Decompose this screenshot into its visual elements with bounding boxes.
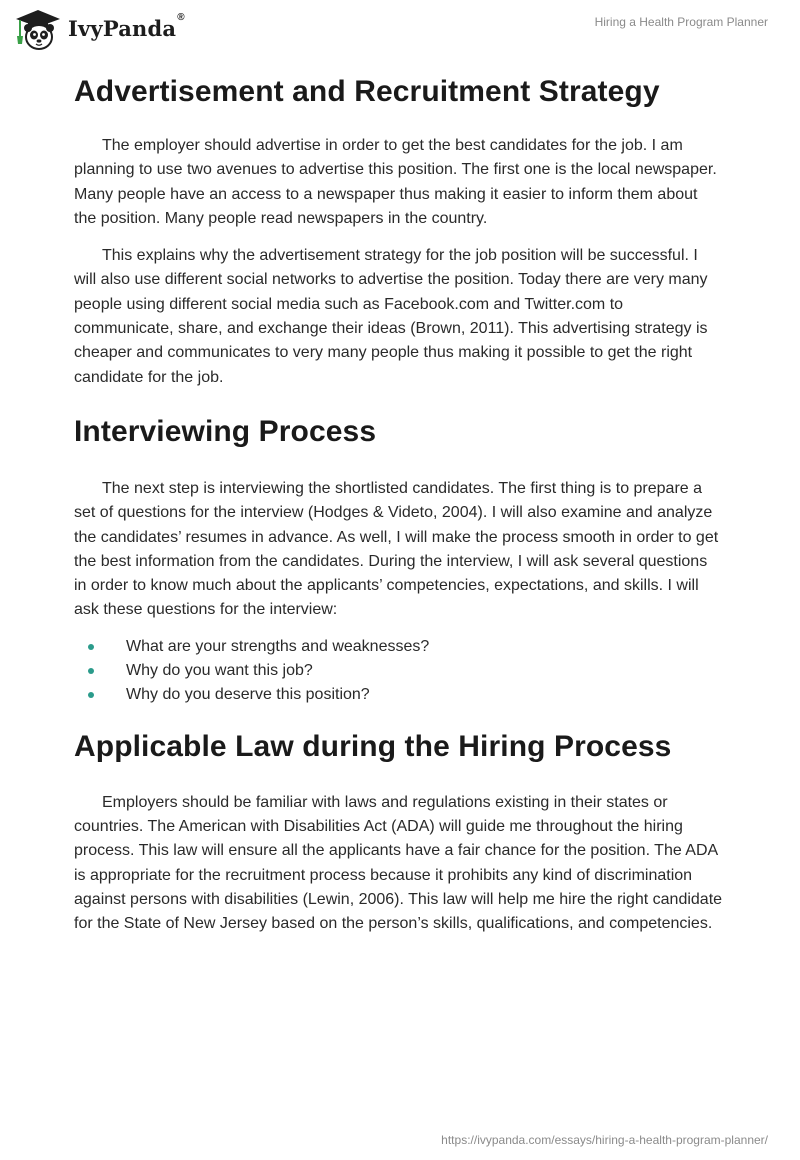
page-header	[0, 0, 800, 70]
logo-wordmark: IvyPanda®	[68, 11, 185, 41]
list-item: What are your strengths and weaknesses?	[74, 635, 724, 659]
paragraph: The employer should advertise in order to get the best candidates for the job. I am planning to use two avenues to advertise this position. The first one is the local newspaper. Many people have an access to a newspaper thus making it easier to inform them about the position. Many people read newspapers in the country.	[74, 137, 717, 227]
paragraph: This explains why the advertisement strategy for the job position will be successful. I will also use different social networks to advertise the position. Today there are very many people using different social media such as Facebook.com and Twitter.com to communicate, share, and exchange their ideas (Brown, 2011). This advertising strategy is cheaper and communicates to very many people thus making it possible to get the right candidate for the job.	[74, 247, 708, 386]
section-heading-advertisement: Advertisement and Recruitment Strategy	[74, 75, 660, 108]
list-item: Why do you want this job?	[74, 659, 724, 683]
paragraph: The next step is interviewing the shortlisted candidates. The first thing is to prepare a set of questions for the interview (Hodges & Videto, 2004). I will also examine and analyze the candidates’ resumes in advance. As well, I will make the process smooth in order to get the best information from the candidates. During the interview, I will ask several questions in order to know much about the applicants’ competencies, expectations, and skills. I will ask these questions for the interview:	[74, 479, 719, 619]
section-heading-interviewing: Interviewing Process	[74, 414, 377, 448]
section-heading-applicable-law: Applicable Law during the Hiring Process	[74, 729, 672, 763]
essay-body	[74, 70, 724, 936]
bullet-icon	[88, 692, 94, 698]
list-item: Why do you deserve this position?	[74, 683, 724, 707]
panda-graduate-icon	[14, 8, 62, 52]
interview-questions-list	[74, 635, 724, 708]
paragraph: Employers should be familiar with laws and regulations existing in their states or countries. The American with Disabilities Act (ADA) will guide me throughout the hiring process. This law will ensure all the applicants have a fair chance for the position. The ADA is appropriate for the recruitment process because it prohibits any kind of discrimination against persons with disabilities (Lewin, 2006). This law will help me hire the right candidate for the State of New Jersey based on the person’s skills, qualifications, and competencies.	[74, 793, 723, 933]
bullet-icon	[88, 668, 94, 674]
bullet-icon	[88, 644, 94, 650]
source-url[interactable]: https://ivypanda.com/essays/hiring-a-health-program-planner/	[441, 1133, 768, 1147]
ivypanda-logo[interactable]	[14, 8, 185, 52]
document-title: Hiring a Health Program Planner	[594, 15, 768, 29]
